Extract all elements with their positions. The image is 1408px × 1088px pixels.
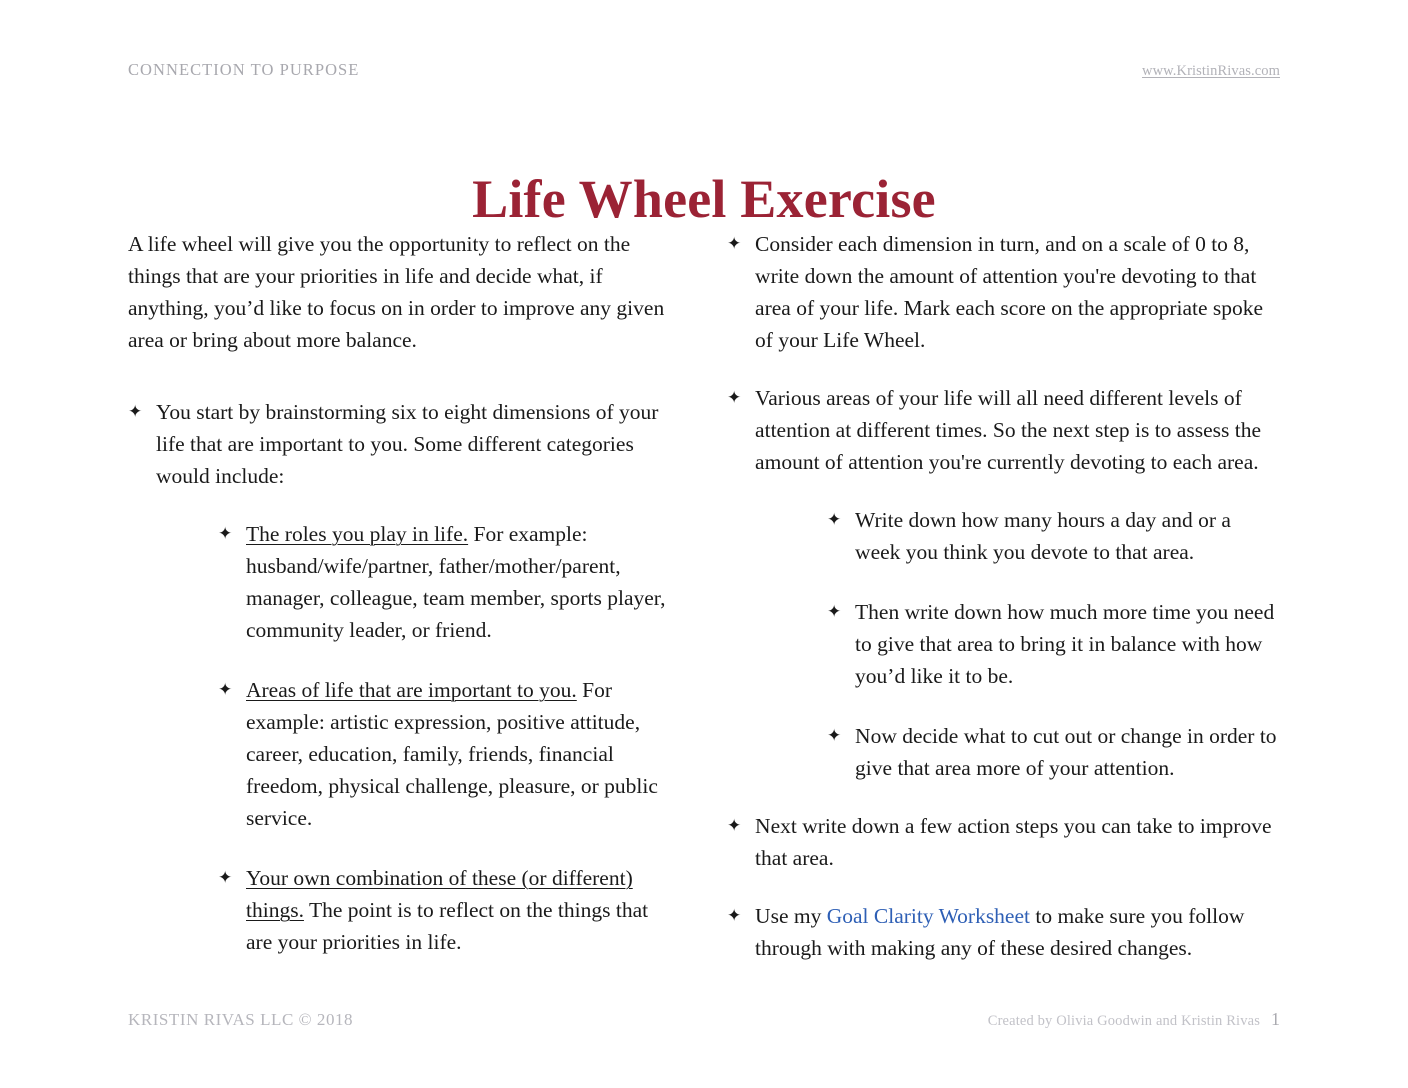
sub-item-lead: Areas of life that are important to you.	[246, 678, 577, 702]
sub-item-lead: Your own combination of these (or different) things.	[246, 866, 633, 922]
footer-copyright: KRISTIN RIVAS LLC © 2018	[128, 1010, 354, 1029]
star-bullet-icon: ✦	[218, 680, 233, 700]
list-item	[827, 504, 1280, 568]
star-bullet-icon: ✦	[727, 388, 742, 408]
list-item	[827, 596, 1280, 692]
right-column	[727, 228, 1280, 964]
list-item	[218, 862, 675, 958]
goal-clarity-worksheet-link[interactable]: Goal Clarity Worksheet	[826, 904, 1030, 928]
list-item-text-before-link: Use my	[755, 904, 827, 928]
footer-right-group	[988, 1009, 1280, 1030]
website-url-link[interactable]: www.KristinRivas.com	[1142, 63, 1280, 79]
list-item	[827, 720, 1280, 784]
sub-item-text: Now decide what to cut out or change in order to give that area more of your attention.	[855, 724, 1277, 780]
star-bullet-icon: ✦	[827, 726, 842, 746]
left-sub-bullet-list	[156, 518, 675, 958]
sub-item-text: For example: husband/wife/partner, father/mother/parent, manager, colleague, team member, sports player, community leader, or friend.	[246, 522, 666, 642]
left-bullet-list	[128, 396, 675, 958]
list-item	[727, 900, 1280, 964]
header-section-label: CONNECTION TO PURPOSE	[128, 60, 360, 79]
list-item	[727, 382, 1280, 784]
body-columns	[128, 228, 1280, 964]
sub-item-text: Write down how many hours a day and or a week you think you devote to that area.	[855, 508, 1231, 564]
sub-item-text: Then write down how much more time you need to give that area to bring it in balance with how you’d like it to be.	[855, 600, 1275, 688]
page-title: Life Wheel Exercise	[472, 169, 936, 230]
star-bullet-icon: ✦	[727, 816, 742, 836]
star-bullet-icon: ✦	[128, 402, 143, 422]
list-item	[218, 674, 675, 834]
footer-credit: Created by Olivia Goodwin and Kristin Rivas	[987, 1013, 1260, 1029]
page-number: 1	[1271, 1009, 1280, 1029]
left-column	[128, 228, 675, 958]
list-item-text: Various areas of your life will all need different levels of attention at different times. So the next step is to assess the amount of attention you're currently devoting to each area.	[755, 386, 1262, 474]
sub-item-text: The point is to reflect on the things that are your priorities in life.	[246, 898, 649, 954]
star-bullet-icon: ✦	[827, 602, 842, 622]
list-item-text: Next write down a few action steps you can take to improve that area.	[755, 814, 1272, 870]
star-bullet-icon: ✦	[727, 906, 742, 926]
intro-paragraph: A life wheel will give you the opportunity to reflect on the things that are your priorities in life and decide what, if anything, you’d like to focus on in order to improve any given area or bring about more balance.	[128, 232, 665, 352]
sub-item-text: For example: artistic expression, positive attitude, career, education, family, friends, financial freedom, physical challenge, pleasure, or public service.	[246, 678, 658, 830]
running-header	[128, 60, 1280, 84]
sub-item-lead: The roles you play in life.	[246, 522, 469, 546]
right-sub-bullet-list	[755, 504, 1280, 784]
list-item	[727, 810, 1280, 874]
page-footer	[128, 1009, 1280, 1030]
list-item	[727, 228, 1280, 356]
star-bullet-icon: ✦	[827, 510, 842, 530]
list-item-text: Consider each dimension in turn, and on a scale of 0 to 8, write down the amount of attention you're devoting to that area of your life. Mark each score on the appropriate spoke of your Life Wheel.	[755, 232, 1264, 352]
star-bullet-icon: ✦	[727, 234, 742, 254]
list-item	[128, 396, 675, 958]
list-item	[218, 518, 675, 646]
star-bullet-icon: ✦	[218, 868, 233, 888]
right-bullet-list	[727, 228, 1280, 964]
list-item-text-after-link: to make sure you follow through with making any of these desired changes.	[755, 904, 1245, 960]
star-bullet-icon: ✦	[218, 524, 233, 544]
list-item-text: You start by brainstorming six to eight dimensions of your life that are important to you. Some different categories would include:	[156, 400, 659, 488]
